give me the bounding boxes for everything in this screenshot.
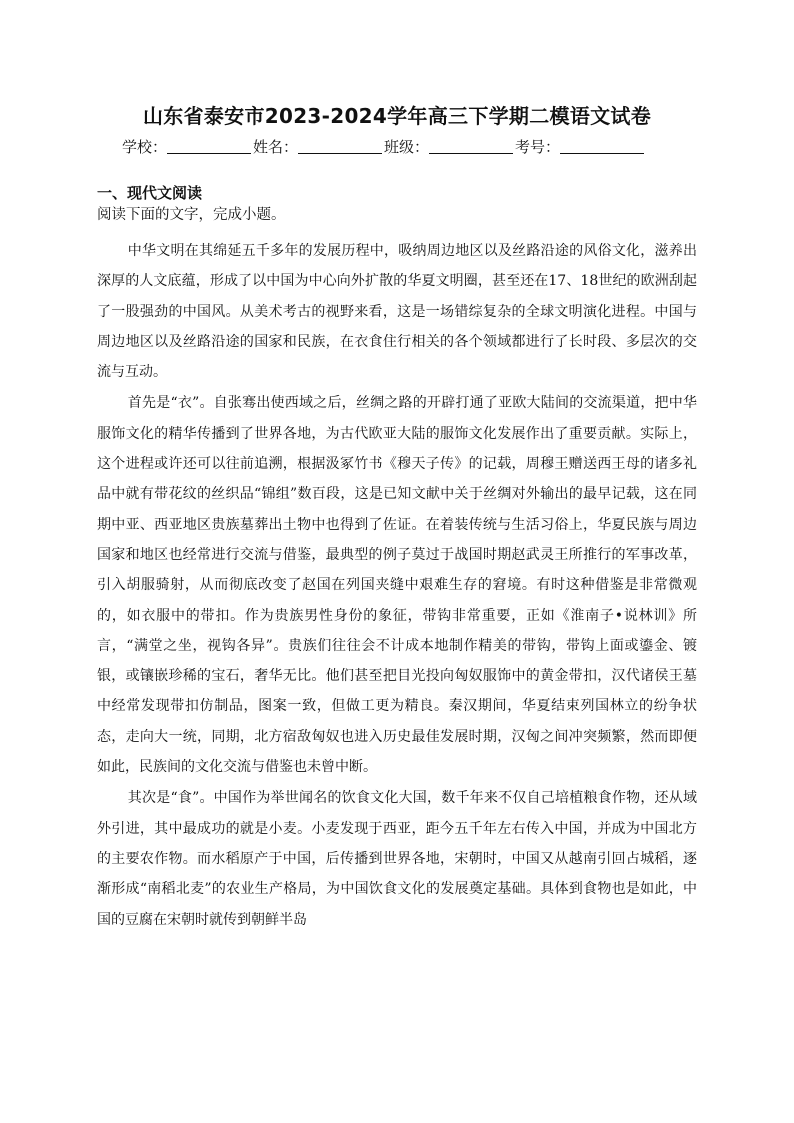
passage-paragraph-3: 其次是“食”。中国作为举世闻名的饮食文化大国，数千年来不仅自己培植粮食作物，还从域外引进，其中最成功的就是小麦。小麦发现于西亚，距今五千年左右传入中国，并成为中国北方的主要农作物。而水稻原产于中国，后传播到世界各地，宋朝时，中国又从越南引回占城稻，逐渐形成“南稻北麦”的农业生产格局，为中国饮食文化的发展奠定基础。具体到食物也是如此，中国的豆腐在宋朝时就传到朝鲜半岛 — [97, 790, 697, 928]
reading-passage — [97, 236, 697, 936]
section-instruction: 阅读下面的文字，完成小题。 — [97, 207, 286, 223]
class-field — [384, 136, 515, 157]
passage-paragraph-1: 中华文明在其绵延五千多年的发展历程中，吸纳周边地区以及丝路沿途的风俗文化，滋养出深厚的人文底蕴，形成了以中国为中心向外扩散的华夏文明圈，甚至还在17、18世纪的欧洲刮起了一股强劲的中国风。从美术考古的视野来看，这是一场错综复杂的全球文明演化进程。中国与周边地区以及丝路沿途的国家和民族，在衣食住行相关的各个领域都进行了长时段、多层次的交流与互动。 — [97, 243, 697, 381]
exam-number-blank[interactable] — [560, 139, 644, 154]
section-heading: 一、现代文阅读 — [97, 184, 203, 202]
exam-number-field — [515, 136, 646, 157]
class-blank[interactable] — [429, 139, 513, 154]
passage-paragraph-2: 首先是“衣”。自张骞出使西域之后，丝绸之路的开辟打通了亚欧大陆间的交流渠道，把中华服饰文化的精华传播到了世界各地，为古代欧亚大陆的服饰文化发展作出了重要贡献。实际上，这个进程或许还可以往前追溯，根据汲冢竹书《穆天子传》的记载，周穆王赠送西王母的诸多礼品中就有带花纹的丝织品“锦组”数百段，这是已知文献中关于丝绸对外输出的最早记载，这在同期中亚、西亚地区贵族墓葬出土物中也得到了佐证。在着装传统与生活习俗上，华夏民族与周边国家和地区也经常进行交流与借鉴，最典型的例子莫过于战国时期赵武灵王所推行的军事改革，引入胡服骑射，从而彻底改变了赵国在列国夹缝中艰难生存的窘境。有时这种借鉴是非常微观的，如衣服中的带扣。作为贵族男性身份的象征，带钩非常重要，正如《淮南子•说林训》所言，“满堂之坐，视钩各异”。贵族们往往会不计成本地制作精美的带钩，带钩上面或鎏金、镀银，或镶嵌珍稀的宝石，奢华无比。他们甚至把目光投向匈奴服饰中的黄金带扣，汉代诸侯王墓中经常发现带扣仿制品，图案一致，但做工更为精良。秦汉期间，华夏结束列国林立的纷争状态，走向大一统，同期，北方宿敌匈奴也进入历史最佳发展时期，汉匈之间冲突频繁，然而即便如此，民族间的文化交流与借鉴也未曾中断。 — [97, 395, 697, 776]
exam-number-label: 考号： — [515, 138, 561, 156]
name-field — [253, 136, 384, 157]
name-label: 姓名： — [253, 138, 299, 156]
school-label: 学校： — [122, 138, 168, 156]
class-label: 班级： — [384, 138, 430, 156]
school-field — [122, 136, 253, 157]
school-blank[interactable] — [167, 139, 251, 154]
name-blank[interactable] — [298, 139, 382, 154]
page-title: 山东省泰安市2023-2024学年高三下学期二模语文试卷 — [142, 104, 652, 128]
student-info-line — [122, 136, 682, 157]
